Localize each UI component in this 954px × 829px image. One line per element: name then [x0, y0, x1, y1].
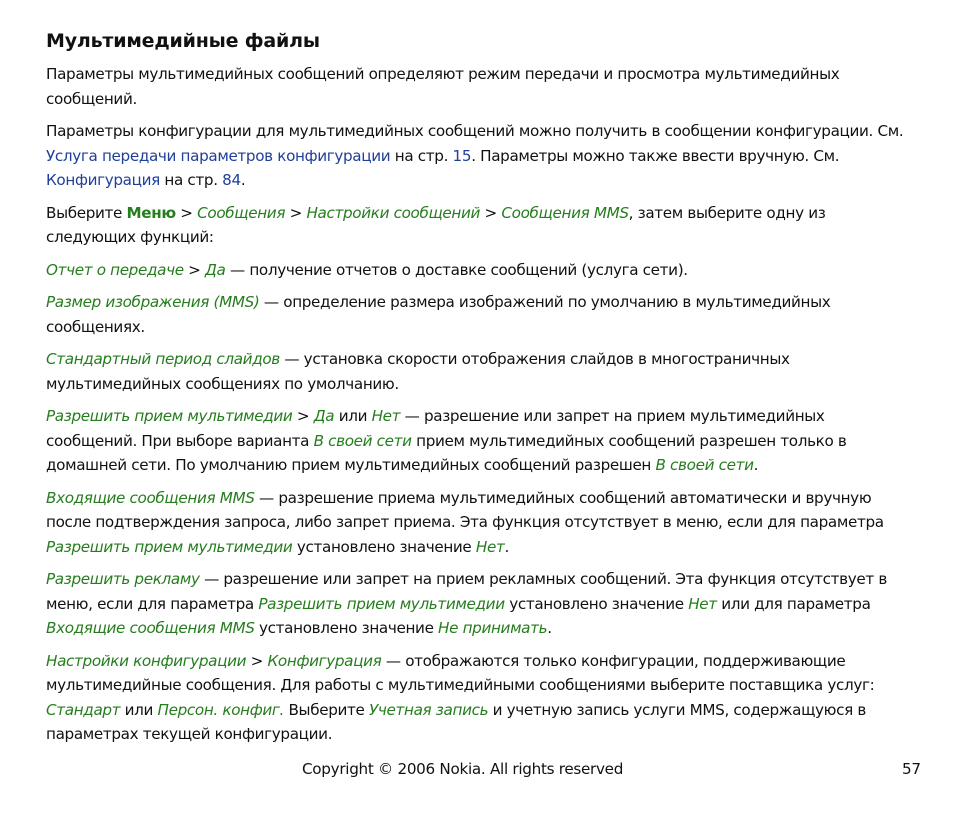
- text: — получение отчетов о доставке сообщений (услуга сети).: [225, 260, 688, 279]
- option-no: Нет: [475, 537, 505, 556]
- text: , затем выберите одну из следующих функций:: [46, 203, 826, 246]
- text: — установка скорости отображения слайдов в многостраничных мультимедийных сообщениях по умолчанию.: [46, 350, 790, 393]
- menu-label: Меню: [126, 203, 176, 222]
- paragraph-delivery-report: [46, 258, 908, 283]
- option-no: Нет: [688, 594, 717, 613]
- option-mms: Сообщения MMS: [501, 203, 629, 222]
- text: — разрешение или запрет на прием рекламных сообщений. Эта функция отсутствует в меню, если для параметра: [46, 570, 887, 613]
- text: на стр.: [159, 171, 223, 189]
- option-incoming-mms: Входящие сообщения MMS: [46, 488, 255, 507]
- link-config-service[interactable]: Услуга передачи параметров конфигурации: [46, 146, 391, 165]
- text: — разрешение приема мультимедийных сообщений автоматически и вручную после подтверждения запроса, либо запрет приема. Эта функция отсутствует в меню, если для параметра: [46, 488, 884, 531]
- paragraph-select-path: [46, 201, 908, 250]
- link-page-84[interactable]: 84: [222, 171, 241, 189]
- option-slide-timing: Стандартный период слайдов: [46, 350, 280, 368]
- text: Выберите: [46, 203, 127, 222]
- option-delivery-report: Отчет о передаче: [46, 260, 184, 279]
- option-incoming-mms: Входящие сообщения MMS: [46, 619, 255, 637]
- option-allow-ads: Разрешить рекламу: [46, 570, 200, 588]
- option-reject: Не принимать: [438, 619, 548, 637]
- page-footer: [0, 760, 954, 784]
- document-page: [46, 30, 908, 755]
- option-no: Нет: [371, 407, 401, 425]
- option-configuration: Конфигурация: [267, 651, 382, 670]
- text: Выберите: [284, 700, 369, 719]
- text: прием мультимедийных сообщений разрешен только в домашней сети. По умолчанию прием мультимедийных сообщений разрешен: [46, 431, 847, 474]
- option-message-settings: Настройки сообщений: [306, 203, 481, 222]
- paragraph-intro: [46, 62, 908, 111]
- text: или: [334, 407, 372, 425]
- option-standard: Стандарт: [46, 700, 121, 719]
- paragraph-configuration: [46, 119, 908, 193]
- text: Параметры конфигурации для мультимедийных сообщений можно получить в сообщении конфигурации. См.: [46, 122, 904, 140]
- paragraph-incoming-mms: [46, 486, 908, 560]
- separator: >: [480, 203, 502, 222]
- text: .: [753, 456, 759, 474]
- text: .: [504, 537, 509, 556]
- text: .: [547, 619, 552, 637]
- text: — определение размера изображений по умолчанию в мультимедийных сообщениях.: [46, 293, 831, 336]
- text: установлено значение: [292, 537, 476, 556]
- option-allow-mms: Разрешить прием мультимедии: [46, 407, 293, 425]
- option-account: Учетная запись: [368, 700, 489, 719]
- option-image-size: Размер изображения (MMS): [46, 293, 260, 311]
- paragraph-config-settings: [46, 649, 908, 747]
- separator: >: [292, 407, 314, 425]
- text: .: [240, 171, 246, 189]
- option-allow-mms: Разрешить прием мультимедии: [258, 594, 505, 613]
- option-yes: Да: [313, 407, 335, 425]
- text: и учетную запись услуги MMS, содержащуюся в параметрах текущей конфигурации.: [46, 700, 866, 743]
- option-personal-config: Персон. конфиг.: [157, 700, 284, 719]
- copyright-text: Copyright © 2006 Nokia. All rights reserved: [302, 760, 624, 778]
- paragraph-image-size: [46, 290, 908, 339]
- text: на стр.: [390, 146, 453, 165]
- text: установлено значение: [254, 619, 439, 637]
- paragraph-allow-mms: [46, 404, 908, 478]
- link-page-15[interactable]: 15: [452, 146, 472, 165]
- option-config-settings: Настройки конфигурации: [46, 651, 247, 670]
- separator: >: [285, 203, 307, 222]
- text: или для параметра: [716, 594, 871, 613]
- text: — отображаются только конфигурации, поддерживающие мультимедийные сообщения. Для работы с мультимедийными сообщениями выберите поставщика услуг:: [46, 651, 875, 694]
- option-home-network: В своей сети: [313, 431, 412, 450]
- option-messages: Сообщения: [197, 203, 286, 222]
- separator: >: [183, 260, 206, 279]
- text: — разрешение или запрет на прием мультимедийных сообщений. При выборе варианта: [46, 407, 825, 450]
- option-allow-mms: Разрешить прием мультимедии: [46, 537, 293, 556]
- separator: >: [246, 651, 268, 670]
- section-title: Мультимедийные файлы: [46, 30, 320, 52]
- separator: >: [175, 203, 198, 222]
- option-home-network: В своей сети: [655, 456, 754, 474]
- link-configuration[interactable]: Конфигурация: [46, 171, 160, 189]
- text: Параметры мультимедийных сообщений определяют режим передачи и просмотра мультимедийных сообщений.: [46, 65, 840, 108]
- text: установлено значение: [504, 594, 689, 613]
- page-number: 57: [902, 760, 921, 778]
- text: или: [120, 700, 158, 719]
- paragraph-slide-timing: [46, 347, 908, 396]
- text: . Параметры можно также ввести вручную. См.: [471, 146, 840, 165]
- option-yes: Да: [205, 260, 226, 279]
- paragraph-allow-ads: [46, 567, 908, 641]
